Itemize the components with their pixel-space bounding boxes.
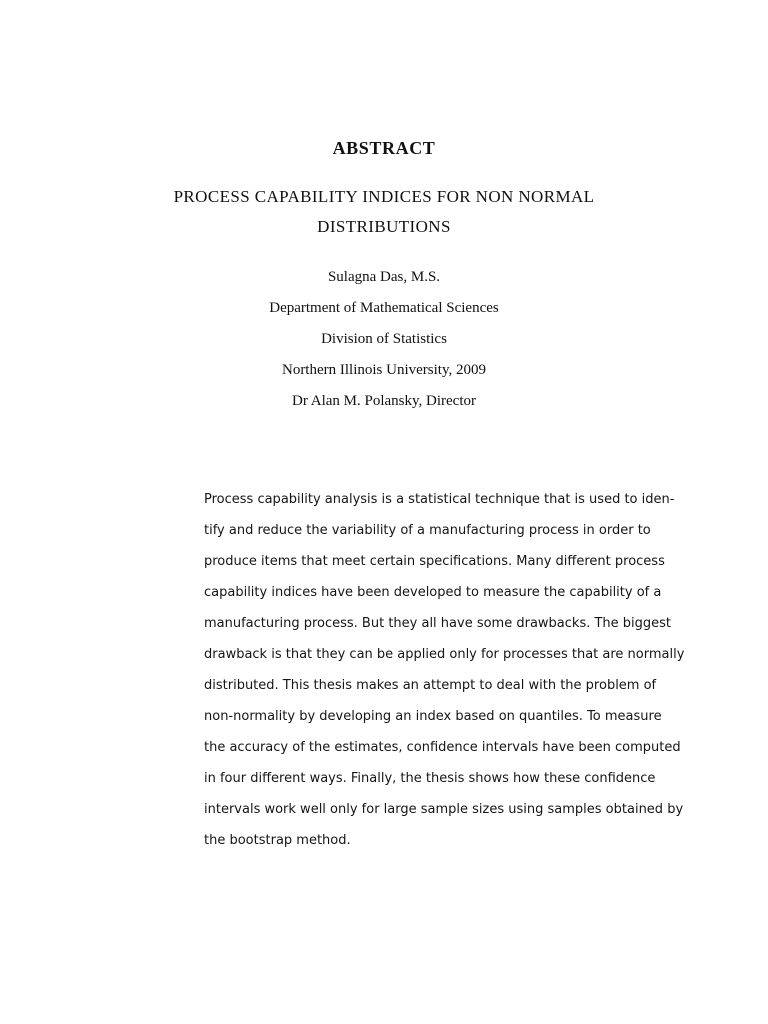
abstract-line: distributed. This thesis makes an attempt to deal with the problem of	[204, 678, 657, 693]
abstract-line: in four different ways. Finally, the thesis shows how these confidence	[204, 771, 656, 786]
thesis-title-line-1: PROCESS CAPABILITY INDICES FOR NON NORMAL	[173, 187, 595, 206]
author-name: Sulagna Das, M.S.	[327, 269, 441, 285]
abstract-line: the bootstrap method.	[204, 833, 351, 848]
abstract-line: Process capability analysis is a statistical technique that is used to iden-	[204, 492, 675, 507]
division-name: Division of Statistics	[321, 331, 447, 347]
abstract-line: non-normality by developing an index based on quantiles. To measure	[204, 709, 662, 724]
department-name: Department of Mathematical Sciences	[269, 300, 499, 316]
university-year: Northern Illinois University, 2009	[281, 362, 486, 378]
abstract-line: produce items that meet certain specifications. Many different process	[204, 554, 665, 569]
abstract-body	[204, 484, 685, 856]
abstract-line: intervals work well only for large sample sizes using samples obtained by	[204, 802, 684, 817]
abstract-line: tify and reduce the variability of a manufacturing process in order to	[204, 523, 651, 538]
front-matter	[0, 135, 768, 417]
author-info	[0, 262, 768, 417]
abstract-line: the accuracy of the estimates, confidence intervals have been computed	[204, 740, 681, 755]
abstract-line: capability indices have been developed to measure the capability of a	[204, 585, 662, 600]
abstract-line: drawback is that they can be applied only for processes that are normally	[204, 647, 685, 662]
abstract-line: manufacturing process. But they all have some drawbacks. The biggest	[204, 616, 672, 631]
abstract-heading: ABSTRACT	[332, 138, 436, 158]
thesis-title-line-2: DISTRIBUTIONS	[317, 217, 451, 236]
director-name: Dr Alan M. Polansky, Director	[292, 393, 476, 409]
